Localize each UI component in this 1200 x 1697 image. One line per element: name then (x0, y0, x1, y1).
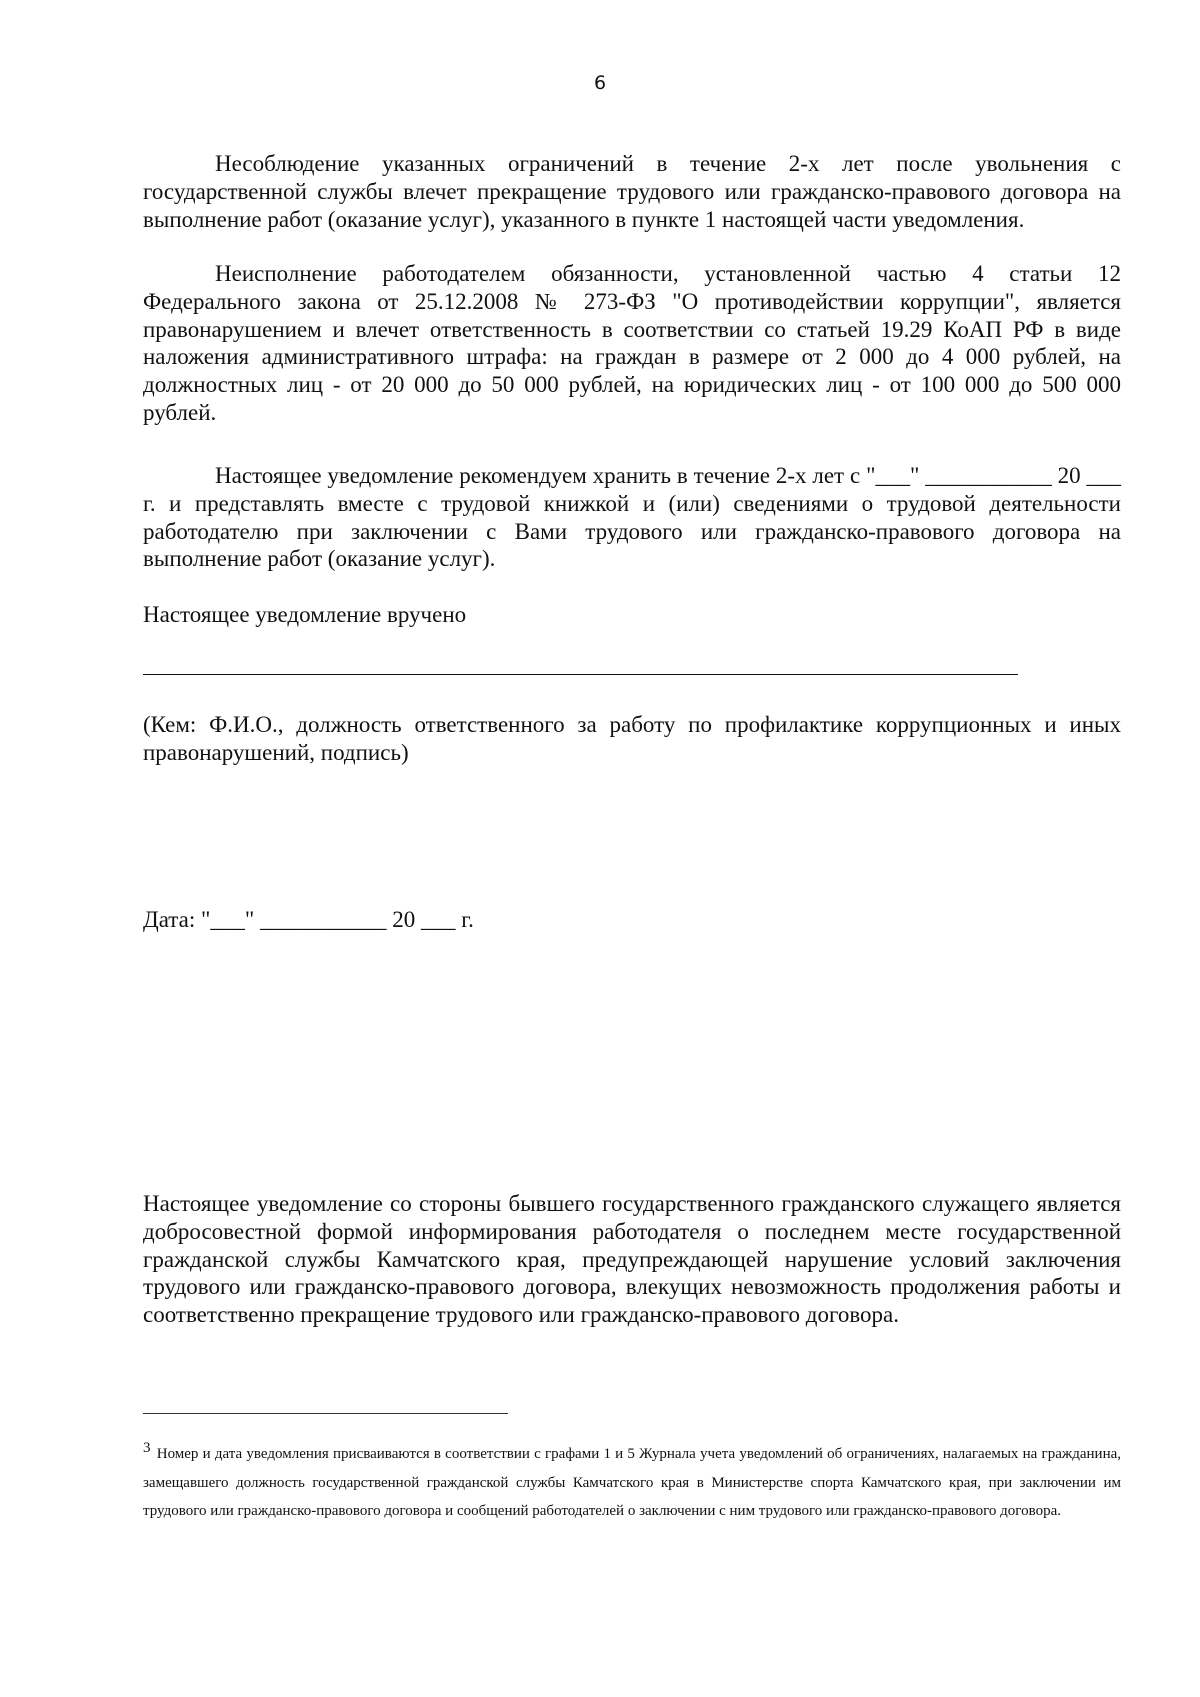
paragraph-good-faith-notice: Настоящее уведомление со стороны бывшего государственного гражданского служащего является добросовестной формой информирования работодателя о последнем месте государственной гражданской службы Камчатского края, предупреждающей нарушение условий заключения трудового или гражданско-правового договора, влекущих невозможность продолжения работы и соответственно прекращение трудового или гражданско-правового договора. (143, 1191, 1121, 1328)
paragraph-storage-recommendation: Настоящее уведомление рекомендуем хранить в течение 2-х лет с "___" ___________ 20 ___ г. и представлять вместе с трудовой книжкой и (или) сведениями о трудовой деятельности работодателю при заключении с Вами трудового или гражданско-правового договора на выполнение работ (оказание услуг). (143, 463, 1121, 572)
footnote-text: Номер и дата уведомления присваиваются в соответствии с графами 1 и 5 Журнала учета уведомлений об ограничениях, налагаемых на гражданина, замещавшего должность государственной гражданской службы Камчатского края в Министерстве спорта Камчатского края, при заключении им трудового или гражданско-правового договора и сообщений работодателей о заключении с ним трудового или гражданско-правового договора. (143, 1446, 1122, 1519)
paragraph-handed-over: Настоящее уведомление вручено (143, 602, 467, 627)
paragraph-restrictions-violation: Несоблюдение указанных ограничений в течение 2-х лет после увольнения с государственной службы влечет прекращение трудового или гражданско-правового договора на выполнение работ (оказание услуг), указанного в пункте 1 настоящей части уведомления. (143, 151, 1121, 232)
footnote-mark: 3 (143, 1440, 151, 1456)
footnote (143, 1440, 1121, 1526)
date-line: Дата: "___" ___________ 20 ___ г. (143, 907, 474, 932)
page-number: 6 (593, 72, 607, 94)
signature-line (143, 674, 1018, 675)
paragraph-signer-caption: (Кем: Ф.И.О., должность ответственного за работу по профилактике коррупционных и иных правонарушений, подпись) (143, 712, 1121, 765)
footnote-separator (143, 1413, 508, 1414)
paragraph-employer-liability: Неисполнение работодателем обязанности, установленной частью 4 статьи 12 Федерального закона от 25.12.2008 № 273-ФЗ "О противодействии коррупции", является правонарушением и влечет ответственность в соответствии со статьей 19.29 КоАП РФ в виде наложения административного штрафа: на граждан в размере от 2 000 до 4 000 рублей, на должностных лиц - от 20 000 до 50 000 рублей, на юридических лиц - от 100 000 до 500 000 рублей. (143, 261, 1121, 425)
